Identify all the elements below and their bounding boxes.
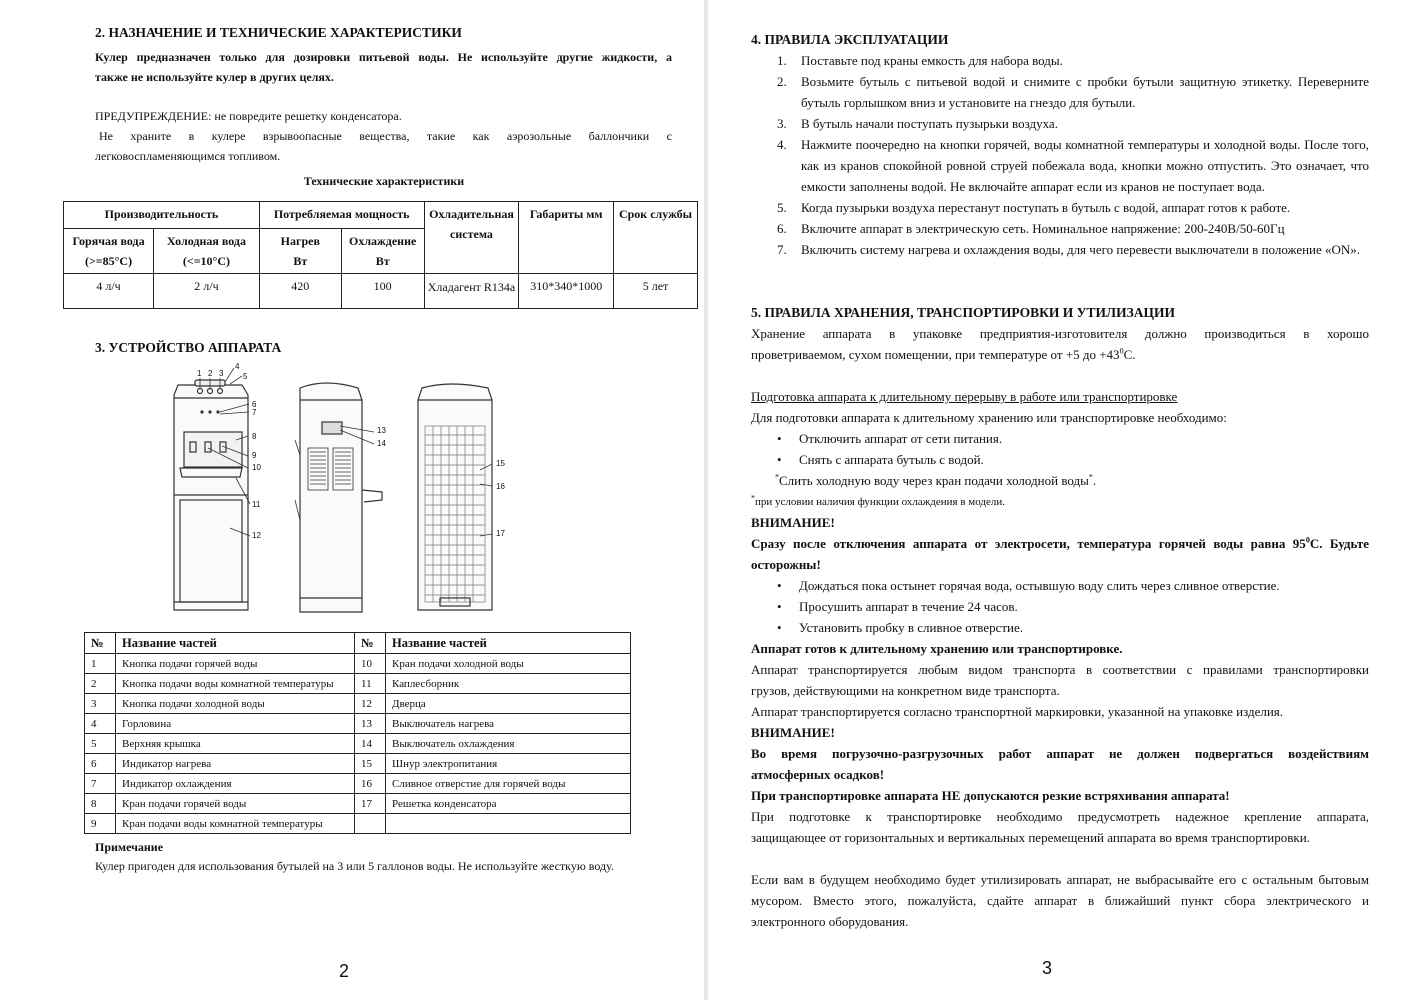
list-item: 2. Возьмите бутыль с питьевой водой и снимите с пробки бутыли защитную этикетку. Переверните бутыль горлышком вниз и установите на гнездо для бутыли. bbox=[777, 74, 1369, 110]
list-item: 1. Поставьте под краны емкость для набора воды. bbox=[777, 53, 1063, 68]
cooler-diagram bbox=[150, 360, 550, 620]
callout-6: 6 bbox=[252, 400, 257, 409]
spec-header-power: Потребляемая мощность bbox=[259, 202, 424, 229]
spec-header-service-life: Срок службы bbox=[613, 202, 697, 274]
table-row: 3 Кнопка подачи холодной воды 12 Дверца bbox=[85, 694, 631, 714]
after-shutdown-list bbox=[751, 575, 1369, 638]
table-row: 5 Верхняя крышка 14 Выключатель охлаждения bbox=[85, 734, 631, 754]
list-item: • Установить пробку в сливное отверстие. bbox=[751, 617, 1369, 638]
storage-line-1: Хранение аппарата в упаковке предприятия-изготовителя должно производиться в хорошо bbox=[751, 326, 1369, 341]
table-row: 6 Индикатор нагрева 15 Шнур электропитания bbox=[85, 754, 631, 774]
callout-11: 11 bbox=[252, 500, 261, 509]
list-item: 7. Включить систему нагрева и охлаждения воды, для чего перевести выключатели в положение «ON». bbox=[777, 242, 1361, 257]
callout-5: 5 bbox=[243, 372, 248, 381]
fix-line-1: При подготовке к транспортировке необходимо предусмотреть надежное крепление аппарата, bbox=[751, 809, 1369, 824]
parts-table bbox=[84, 632, 631, 834]
parts-header-name-right: Название частей bbox=[386, 633, 631, 654]
warning-line-1: ПРЕДУПРЕЖДЕНИЕ: не повредите решетку конденсатора. bbox=[95, 109, 402, 123]
storage-line-2: проветриваемом, сухом помещении, при температуре от +5 до $+43^0С$. bbox=[751, 346, 1136, 362]
callout-9: 9 bbox=[252, 451, 257, 460]
list-item: 5. Когда пузырьки воздуха перестанут поступать в бутыль с водой, аппарат готов к работе. bbox=[777, 200, 1291, 215]
dispose-line-1: Если вам в будущем необходимо будет утилизировать аппарат, не выбрасывайте его с остальным бытовым bbox=[751, 872, 1369, 887]
attention-1-line-2: осторожны! bbox=[751, 557, 821, 572]
shake-warning: При транспортировке аппарата НЕ допускаются резкие встряхивания аппарата! bbox=[751, 788, 1230, 803]
list-item: • Снять с аппарата бутыль с водой. bbox=[751, 449, 1369, 470]
note-text: Кулер пригоден для использования бутылей на 3 или 5 галлонов воды. Не используйте жесткую воду. bbox=[95, 859, 614, 873]
spec-header-productivity: Производительность bbox=[64, 202, 260, 229]
footnote: *при условии наличия функции охлаждения в модели. bbox=[751, 493, 1006, 508]
spec-header-hot-water: Горячая вода (>=85°С) bbox=[64, 229, 154, 274]
operation-rules-list bbox=[751, 50, 1369, 260]
table-row: 2 Кнопка подачи воды комнатной температуры 11 Каплесборник bbox=[85, 674, 631, 694]
cooler-rear-view bbox=[418, 384, 492, 610]
callout-2: 2 bbox=[208, 369, 213, 378]
spec-header-heating: Нагрев Вт bbox=[259, 229, 341, 274]
cooler-front-view bbox=[174, 380, 248, 610]
table-row: 4 Горловина 13 Выключатель нагрева bbox=[85, 714, 631, 734]
attention-1: ВНИМАНИЕ! bbox=[751, 515, 835, 530]
list-item: 4. Нажмите поочередно на кнопки горячей, воды комнатной температуры и холодной воды. После того, как из кранов спокойной ровной струей побежала вода, кнопки можно отпустить. Это означает, что емкости заполнены водой. Не включайте аппарат если из кранов не поступает вода. bbox=[777, 137, 1369, 194]
loading-line-2: атмосферных осадков! bbox=[751, 767, 885, 782]
section-2-title: 2. НАЗНАЧЕНИЕ И ТЕХНИЧЕСКИЕ ХАРАКТЕРИСТИКИ bbox=[95, 25, 462, 40]
spec-value-life: 5 лет bbox=[613, 274, 697, 309]
spec-header-dimensions: Габариты мм bbox=[519, 202, 614, 274]
callout-3: 3 bbox=[219, 369, 224, 378]
parts-header-num-right: № bbox=[355, 633, 386, 654]
attention-1-line-1: Сразу после отключения аппарата от электросети, температура горячей воды равна $95^0С$. Будьте bbox=[751, 535, 1369, 551]
callout-17: 17 bbox=[496, 529, 505, 538]
spec-header-cold-water: Холодная вода (<=10°С) bbox=[154, 229, 260, 274]
page-number-left: 2 bbox=[339, 961, 350, 981]
purpose-line-1: Кулер предназначен только для дозировки питьевой воды. Не используйте другие жидкости, а bbox=[95, 50, 672, 64]
callout-13: 13 bbox=[377, 426, 386, 435]
spec-value-hot: 4 л/ч bbox=[64, 274, 154, 309]
ready-statement: Аппарат готов к длительному хранению или транспортировке. bbox=[751, 641, 1123, 656]
table-row: 7 Индикатор охлаждения 16 Сливное отверстие для горячей воды bbox=[85, 774, 631, 794]
loading-line-1: Во время погрузочно-разгрузочных работ аппарат не должен подвергаться воздействиям bbox=[751, 746, 1369, 761]
transport-line-2: грузов, действующими на конкретном виде транспорта. bbox=[751, 683, 1060, 698]
list-item: • Отключить аппарат от сети питания. bbox=[751, 428, 1369, 449]
spec-header-cooling: Охлаждение Вт bbox=[341, 229, 424, 274]
callout-15: 15 bbox=[496, 459, 505, 468]
callout-4: 4 bbox=[235, 362, 240, 371]
right-page bbox=[708, 0, 1414, 1000]
section-4-title: 4. ПРАВИЛА ЭКСПЛУАТАЦИИ bbox=[751, 32, 949, 47]
spec-value-cooling: 100 bbox=[341, 274, 424, 309]
list-item: • Просушить аппарат в течение 24 часов. bbox=[751, 596, 1369, 617]
fix-line-2: защищающее от горизонтальных и вертикальных перемещений аппарата во время транспортировки. bbox=[751, 830, 1310, 845]
note-title: Примечание bbox=[95, 840, 164, 854]
prep-heading: Подготовка аппарата к длительному перерыву в работе или транспортировке bbox=[751, 389, 1178, 404]
callout-12: 12 bbox=[252, 531, 261, 540]
dispose-line-2: мусором. Вместо этого, пожалуйста, сдайте аппарат в ближайший пункт сбора электрического и bbox=[751, 893, 1369, 908]
cooler-side-view bbox=[295, 383, 382, 612]
spec-table-caption: Технические характеристики bbox=[303, 174, 465, 188]
callout-14: 14 bbox=[377, 439, 386, 448]
table-row: 9 Кран подачи воды комнатной температуры bbox=[85, 814, 631, 834]
spec-value-cold: 2 л/ч bbox=[154, 274, 260, 309]
list-item: 3. В бутыль начали поступать пузырьки воздуха. bbox=[777, 116, 1058, 131]
spec-value-heating: 420 bbox=[259, 274, 341, 309]
list-item: • Дождаться пока остынет горячая вода, остывшую воду слить через сливное отверстие. bbox=[751, 575, 1369, 596]
callout-8: 8 bbox=[252, 432, 257, 441]
prep-intro: Для подготовки аппарата к длительному хранению или транспортировке необходимо: bbox=[751, 410, 1227, 425]
warning-line-2: Не храните в кулере взрывоопасные вещества, такие как аэрозольные баллончики с bbox=[99, 129, 672, 143]
left-page bbox=[0, 0, 704, 1000]
purpose-line-2: также не используйте кулер в других целях. bbox=[95, 70, 334, 84]
attention-2: ВНИМАНИЕ! bbox=[751, 725, 835, 740]
spec-table bbox=[63, 201, 698, 309]
table-row: 1 Кнопка подачи горячей воды 10 Кран подачи холодной воды bbox=[85, 654, 631, 674]
callout-10: 10 bbox=[252, 463, 261, 472]
callout-7: 7 bbox=[252, 408, 257, 417]
parts-header-num-left: № bbox=[85, 633, 116, 654]
spec-value-dimensions: 310*340*1000 bbox=[519, 274, 614, 309]
page-number-right: 3 bbox=[1042, 958, 1053, 978]
spec-header-cooling-system: Охладительная система bbox=[424, 202, 519, 274]
transport-line-3: Аппарат транспортируется согласно транспортной маркировки, указанной на упаковке изделия. bbox=[751, 704, 1284, 719]
section-5-title: 5. ПРАВИЛА ХРАНЕНИЯ, ТРАНСПОРТИРОВКИ И УТИЛИЗАЦИИ bbox=[751, 305, 1175, 320]
spec-value-refrigerant: Хладагент R134a bbox=[424, 274, 519, 309]
list-item: 6. Включите аппарат в электрическую сеть. Номинальное напряжение: 200-240В/50-60Гц bbox=[777, 221, 1285, 236]
drain-cold-water: *Слить холодную воду через кран подачи холодной воды*. bbox=[775, 472, 1097, 488]
warning-line-3: легковоспламеняющимся топливом. bbox=[95, 149, 281, 163]
callout-1: 1 bbox=[197, 369, 202, 378]
dispose-line-3: электронного оборудования. bbox=[751, 914, 909, 929]
table-row: 8 Кран подачи горячей воды 17 Решетка конденсатора bbox=[85, 794, 631, 814]
prep-list bbox=[751, 428, 1369, 470]
section-3-title: 3. УСТРОЙСТВО АППАРАТА bbox=[95, 340, 282, 355]
callout-16: 16 bbox=[496, 482, 505, 491]
transport-line-1: Аппарат транспортируется любым видом транспорта в соответствии с правилами транспортировки bbox=[751, 662, 1369, 677]
parts-header-name-left: Название частей bbox=[116, 633, 355, 654]
